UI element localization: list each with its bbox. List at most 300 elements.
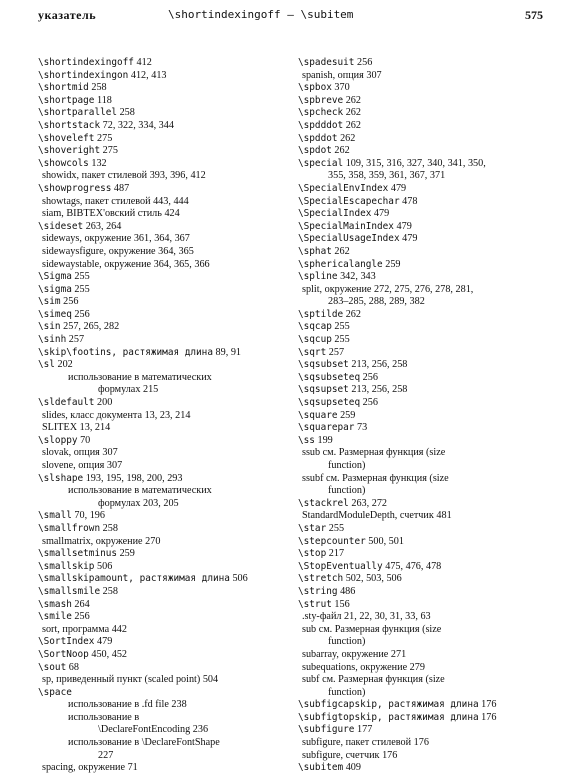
index-entry bbox=[298, 57, 548, 70]
index-entry bbox=[38, 183, 288, 196]
index-pages: 257, 265, 282 bbox=[60, 321, 120, 333]
index-pages: 263, 264 bbox=[83, 220, 122, 232]
index-entry bbox=[38, 561, 288, 574]
index-pages: 132 bbox=[88, 157, 107, 169]
index-entry bbox=[38, 372, 288, 385]
index-term: использование в bbox=[68, 711, 140, 723]
index-entry bbox=[298, 70, 548, 83]
index-pages: 118 bbox=[94, 94, 112, 106]
index-term: \sqrt bbox=[298, 346, 327, 358]
index-term: \small bbox=[38, 510, 72, 522]
index-entry bbox=[298, 321, 548, 334]
index-entry bbox=[298, 649, 548, 662]
index-entry bbox=[38, 724, 288, 737]
index-term: \square bbox=[298, 409, 338, 421]
index-entry bbox=[298, 498, 548, 511]
index-entry bbox=[38, 82, 288, 95]
index-term: ssubf см. Размерная функция (size bbox=[302, 472, 449, 484]
index-entry bbox=[298, 170, 548, 183]
index-pages: 238 bbox=[168, 699, 187, 711]
index-entry bbox=[298, 536, 548, 549]
index-pages: 370 bbox=[331, 82, 350, 94]
index-entry bbox=[298, 422, 548, 435]
index-term: \SpecialMainIndex bbox=[298, 220, 394, 232]
index-pages: 270 bbox=[142, 535, 161, 547]
index-term: \squarepar bbox=[298, 422, 355, 434]
index-pages: 502, 503, 506 bbox=[343, 573, 402, 585]
index-entry bbox=[298, 246, 548, 259]
index-term: \slshape bbox=[38, 472, 84, 484]
index-term: \DeclareFontEncoding bbox=[98, 724, 191, 736]
index-term: \shortindexingoff bbox=[38, 57, 134, 68]
index-entry bbox=[298, 196, 548, 209]
index-term: \spdot bbox=[298, 145, 332, 157]
index-entry bbox=[298, 737, 548, 750]
index-term: \SpecialUsageIndex bbox=[298, 233, 400, 245]
index-pages: 236 bbox=[190, 724, 209, 736]
index-term: \shoveleft bbox=[38, 132, 95, 144]
index-entry bbox=[298, 699, 548, 712]
index-term: \SortIndex bbox=[38, 636, 95, 648]
index-term: \sqsubseteq bbox=[298, 371, 361, 383]
index-term: \subfigcapskip, растяжимая длина bbox=[298, 699, 479, 711]
header-range: \shortindexingoff — \subitem bbox=[168, 8, 354, 21]
index-term: function) bbox=[328, 460, 366, 471]
index-pages: 263, 272 bbox=[348, 497, 388, 509]
index-term: sort, программа bbox=[42, 623, 110, 635]
index-term: SLITEX bbox=[42, 422, 78, 434]
index-pages: 70, 196 bbox=[71, 510, 105, 522]
index-term: \Sigma bbox=[38, 271, 72, 283]
index-term: \sqsubset bbox=[298, 359, 349, 371]
index-pages: 256 bbox=[60, 296, 79, 308]
index-entry bbox=[38, 196, 288, 209]
index-pages: 258 bbox=[100, 522, 118, 534]
index-term: spanish, опция bbox=[302, 69, 364, 81]
index-pages: 364, 365, 366 bbox=[151, 258, 210, 270]
index-pages: 307 bbox=[99, 447, 118, 459]
index-term: \smash bbox=[38, 598, 72, 610]
header-section-title: указатель bbox=[38, 8, 97, 22]
index-pages: 257 bbox=[326, 346, 345, 358]
index-term: \string bbox=[298, 585, 338, 597]
index-entry bbox=[298, 636, 548, 649]
index-term: \smallfrown bbox=[38, 522, 101, 534]
index-pages: 355, 358, 359, 361, 367, 371 bbox=[328, 170, 446, 182]
index-pages: 258 bbox=[88, 82, 107, 94]
index-term: ssub см. Размерная функция (size bbox=[302, 447, 446, 459]
index-entry bbox=[38, 170, 288, 183]
index-entry bbox=[298, 347, 548, 360]
index-term: slides, класс документа bbox=[42, 409, 143, 421]
index-term: \SpecialEscapechar bbox=[298, 195, 400, 207]
index-pages: 255 bbox=[71, 271, 90, 283]
index-entry bbox=[298, 208, 548, 221]
index-pages: 479 bbox=[393, 220, 412, 232]
index-entry bbox=[298, 485, 548, 498]
index-term: subequations, окружение bbox=[302, 661, 408, 673]
index-term: \spline bbox=[298, 271, 338, 283]
index-entry bbox=[38, 485, 288, 498]
index-entry bbox=[298, 674, 548, 687]
index-pages: 262 bbox=[331, 145, 350, 157]
index-entry bbox=[38, 309, 288, 322]
index-pages: 506 bbox=[229, 573, 248, 585]
index-term: slovene, опция bbox=[42, 460, 105, 471]
index-pages: 262 bbox=[343, 308, 361, 320]
index-term: sp, приведенный пункт (scaled point) bbox=[42, 674, 201, 686]
index-pages: 255 bbox=[331, 334, 350, 346]
index-term: function) bbox=[328, 636, 366, 648]
index-pages: 202 bbox=[54, 359, 73, 371]
index-entry bbox=[38, 95, 288, 108]
index-entry bbox=[38, 296, 288, 309]
index-pages: 13, 23, 214 bbox=[142, 409, 191, 421]
index-entry bbox=[298, 687, 548, 700]
index-entry bbox=[38, 510, 288, 523]
index-term: использование в .fd file bbox=[68, 699, 169, 711]
index-entry bbox=[38, 133, 288, 146]
index-pages: 504 bbox=[200, 674, 219, 686]
index-entry bbox=[38, 447, 288, 460]
index-entry bbox=[38, 334, 288, 347]
index-entry bbox=[38, 246, 288, 259]
index-entry bbox=[38, 662, 288, 675]
index-entry bbox=[298, 573, 548, 586]
index-entry bbox=[298, 384, 548, 397]
index-column-left bbox=[38, 57, 288, 775]
index-term: \smallskip bbox=[38, 560, 95, 572]
index-pages: 264 bbox=[71, 598, 90, 610]
index-entry bbox=[298, 107, 548, 120]
index-term: \showprogress bbox=[38, 182, 112, 194]
index-pages: 213, 256, 258 bbox=[348, 384, 408, 396]
index-entry bbox=[38, 750, 288, 763]
index-pages: 262 bbox=[337, 132, 356, 144]
index-pages: 262 bbox=[343, 94, 361, 106]
index-term: \showcols bbox=[38, 157, 89, 169]
index-pages: 479 bbox=[399, 233, 418, 245]
index-pages: 256 bbox=[354, 57, 373, 68]
index-pages: 13, 214 bbox=[77, 422, 111, 434]
index-pages: 176 bbox=[478, 711, 497, 723]
index-term: \strut bbox=[298, 598, 332, 610]
index-entry bbox=[38, 359, 288, 372]
index-pages: 424 bbox=[161, 208, 180, 220]
index-pages: 256 bbox=[71, 308, 90, 320]
index-entry bbox=[298, 473, 548, 486]
index-entry bbox=[38, 397, 288, 410]
index-term: subfigure, пакет стилевой bbox=[302, 737, 412, 749]
index-entry bbox=[298, 712, 548, 725]
index-pages: 412, 413 bbox=[128, 69, 167, 81]
index-term: \sl bbox=[38, 359, 55, 371]
index-term: .sty-файл bbox=[302, 611, 342, 623]
index-pages: 342, 343 bbox=[337, 271, 376, 283]
index-entry bbox=[38, 120, 288, 133]
index-entry bbox=[38, 649, 288, 662]
index-entry bbox=[38, 221, 288, 234]
index-entry bbox=[38, 599, 288, 612]
index-pages: 70 bbox=[77, 434, 91, 446]
index-entry bbox=[298, 82, 548, 95]
index-entry bbox=[298, 523, 548, 536]
index-entry bbox=[38, 737, 288, 750]
index-term: siam, BIBTEX'овский стиль bbox=[42, 208, 162, 220]
index-pages: 177 bbox=[354, 724, 373, 736]
index-pages: 257 bbox=[66, 334, 85, 346]
index-pages: 259 bbox=[382, 258, 401, 270]
index-entry bbox=[38, 636, 288, 649]
index-entry bbox=[298, 410, 548, 423]
index-pages: 272, 275, 276, 278, 281, bbox=[371, 283, 474, 295]
index-term: showidx, пакет стилевой bbox=[42, 170, 148, 182]
index-term: \sldefault bbox=[38, 397, 95, 409]
index-entry bbox=[298, 435, 548, 448]
index-entry bbox=[298, 259, 548, 272]
index-entry bbox=[298, 271, 548, 284]
index-entry bbox=[38, 107, 288, 120]
index-pages: 478 bbox=[399, 195, 418, 207]
index-pages: 500, 501 bbox=[365, 535, 404, 547]
index-pages: 479 bbox=[388, 182, 407, 194]
index-pages: 72, 322, 334, 344 bbox=[100, 119, 174, 131]
index-term: \space bbox=[38, 686, 72, 698]
index-pages: 71 bbox=[125, 762, 138, 774]
index-entry bbox=[38, 70, 288, 83]
index-pages: 259 bbox=[337, 409, 356, 421]
index-term: \simeq bbox=[38, 308, 72, 320]
index-entry bbox=[38, 523, 288, 536]
index-entry bbox=[298, 133, 548, 146]
index-entry bbox=[298, 662, 548, 675]
index-entry bbox=[298, 221, 548, 234]
index-term: sidewaystable, окружение bbox=[42, 258, 152, 270]
index-pages: 256 bbox=[360, 397, 378, 409]
index-entry bbox=[298, 183, 548, 196]
index-term: \spadesuit bbox=[298, 57, 355, 68]
index-pages: 479 bbox=[94, 636, 113, 648]
index-entry bbox=[38, 321, 288, 334]
index-pages: 89, 91 bbox=[212, 346, 241, 358]
index-term: function) bbox=[328, 686, 366, 698]
index-term: \SpecialIndex bbox=[298, 208, 372, 220]
index-term: \spddot bbox=[298, 132, 338, 144]
index-term: \skip\footins, растяжимая длина bbox=[38, 346, 213, 358]
index-term: \sim bbox=[38, 296, 61, 308]
index-term: \spbox bbox=[298, 82, 332, 94]
index-entry bbox=[298, 158, 548, 171]
index-pages: 255 bbox=[71, 283, 90, 295]
index-entry bbox=[38, 712, 288, 725]
index-pages: 409 bbox=[343, 762, 361, 774]
index-term: spacing, окружение bbox=[42, 762, 126, 774]
index-entry bbox=[38, 410, 288, 423]
index-entry bbox=[38, 687, 288, 700]
index-entry bbox=[298, 624, 548, 637]
index-pages: 213, 256, 258 bbox=[348, 359, 408, 371]
index-term: \stackrel bbox=[298, 497, 349, 509]
index-entry bbox=[298, 599, 548, 612]
index-entry bbox=[38, 158, 288, 171]
index-pages: 193, 195, 198, 200, 293 bbox=[83, 472, 183, 484]
index-pages: 255 bbox=[326, 522, 345, 534]
index-entry bbox=[38, 624, 288, 637]
index-entry bbox=[298, 296, 548, 309]
page-header bbox=[38, 9, 543, 27]
index-entry bbox=[38, 460, 288, 473]
index-entry bbox=[298, 284, 548, 297]
index-term: \shortmid bbox=[38, 82, 89, 94]
index-entry bbox=[38, 422, 288, 435]
index-term: \sigma bbox=[38, 283, 72, 295]
index-term: sidewaysfigure, окружение bbox=[42, 245, 156, 257]
index-pages: 364, 365 bbox=[155, 245, 194, 257]
index-pages: 271 bbox=[388, 648, 407, 660]
index-pages: 176 bbox=[411, 737, 429, 749]
index-entry bbox=[298, 611, 548, 624]
index-term: slovak, опция bbox=[42, 447, 100, 459]
index-term: \smallsmile bbox=[38, 585, 101, 597]
index-term: subf см. Размерная функция (size bbox=[302, 674, 445, 686]
index-entry bbox=[298, 359, 548, 372]
index-term: использование в математических bbox=[68, 371, 212, 383]
index-pages: 393, 396, 412 bbox=[147, 170, 206, 182]
index-entry bbox=[298, 334, 548, 347]
index-term: \sqsupseteq bbox=[298, 397, 361, 409]
index-entry bbox=[298, 460, 548, 473]
index-pages: 156 bbox=[331, 598, 350, 610]
index-pages: 68 bbox=[66, 661, 79, 673]
index-term: формулах bbox=[98, 497, 141, 509]
index-pages: 412 bbox=[133, 57, 152, 68]
index-term: использование в \DeclareFontShape bbox=[68, 737, 220, 749]
index-entry bbox=[298, 447, 548, 460]
index-term: \sideset bbox=[38, 220, 84, 232]
index-term: subarray, окружение bbox=[302, 648, 389, 660]
index-pages: 307 bbox=[363, 69, 382, 81]
index-pages: 443, 444 bbox=[150, 195, 189, 207]
index-term: \sloppy bbox=[38, 434, 78, 446]
index-pages: 450, 452 bbox=[88, 648, 128, 660]
index-entry bbox=[38, 57, 288, 70]
index-term: использование в математических bbox=[68, 485, 212, 497]
index-entry bbox=[298, 95, 548, 108]
index-entry bbox=[38, 548, 288, 561]
index-term: \sqcap bbox=[298, 321, 332, 333]
index-entry bbox=[38, 473, 288, 486]
index-entry bbox=[38, 611, 288, 624]
index-entry bbox=[38, 384, 288, 397]
index-term: \sqsupset bbox=[298, 384, 349, 396]
index-term: \StopEventually bbox=[298, 560, 383, 572]
index-entry bbox=[38, 347, 288, 360]
index-term: \subitem bbox=[298, 762, 344, 774]
index-entry bbox=[38, 233, 288, 246]
index-entry bbox=[38, 208, 288, 221]
index-term: \shortindexingon bbox=[38, 69, 129, 81]
index-term: StandardModuleDepth, счетчик bbox=[302, 510, 434, 522]
index-pages: 258 bbox=[117, 107, 135, 119]
index-entry bbox=[38, 145, 288, 158]
index-term: sub см. Размерная функция (size bbox=[302, 623, 442, 635]
index-term: \shortstack bbox=[38, 119, 101, 131]
index-entry bbox=[38, 674, 288, 687]
index-entry bbox=[298, 510, 548, 523]
index-entry bbox=[298, 397, 548, 410]
index-term: \sin bbox=[38, 321, 61, 333]
index-entry bbox=[38, 536, 288, 549]
index-pages: 21, 22, 30, 31, 33, 63 bbox=[341, 611, 431, 623]
index-pages: 506 bbox=[94, 560, 113, 572]
index-pages: 227 bbox=[98, 749, 114, 761]
index-pages: 176 bbox=[379, 749, 398, 761]
index-pages: 481 bbox=[433, 510, 452, 522]
index-term: subfigure, счетчик bbox=[302, 749, 380, 761]
index-pages: 479 bbox=[371, 208, 390, 220]
index-term: \spdddot bbox=[298, 119, 344, 131]
index-entry bbox=[298, 586, 548, 599]
index-pages: 199 bbox=[314, 434, 333, 446]
index-term: \star bbox=[298, 522, 327, 534]
index-term: \sqcup bbox=[298, 334, 332, 346]
index-term: \stepcounter bbox=[298, 535, 366, 547]
index-pages: 262 bbox=[343, 119, 361, 131]
index-entry bbox=[298, 548, 548, 561]
index-pages: 217 bbox=[326, 548, 345, 560]
index-term: split, окружение bbox=[302, 283, 372, 295]
index-pages: 275 bbox=[100, 145, 118, 157]
index-term: \smallsetminus bbox=[38, 548, 118, 560]
index-term: \subfigtopskip, растяжимая длина bbox=[298, 711, 479, 723]
index-pages: 262 bbox=[343, 107, 361, 119]
index-entry bbox=[298, 561, 548, 574]
index-term: \sptilde bbox=[298, 308, 344, 320]
index-pages: 203, 205 bbox=[140, 497, 179, 509]
index-pages: 176 bbox=[478, 699, 497, 711]
index-term: \stop bbox=[298, 548, 327, 560]
index-term: smallmatrix, окружение bbox=[42, 535, 143, 547]
index-pages: 200 bbox=[94, 397, 113, 409]
index-entry bbox=[38, 699, 288, 712]
index-term: function) bbox=[328, 485, 366, 497]
index-pages: 109, 315, 316, 327, 340, 341, 350, bbox=[343, 157, 486, 169]
index-term: \spbreve bbox=[298, 94, 344, 106]
index-term: \subfigure bbox=[298, 724, 355, 736]
index-entry bbox=[298, 145, 548, 158]
index-pages: 262 bbox=[331, 245, 350, 257]
index-entry bbox=[38, 435, 288, 448]
index-pages: 255 bbox=[331, 321, 350, 333]
index-term: \spcheck bbox=[298, 107, 344, 119]
index-pages: 73 bbox=[354, 422, 368, 434]
index-pages: 275 bbox=[94, 132, 113, 144]
index-entry bbox=[38, 498, 288, 511]
index-pages: 215 bbox=[140, 384, 159, 396]
index-term: \sphat bbox=[298, 245, 332, 257]
index-entry bbox=[38, 586, 288, 599]
index-pages: 256 bbox=[360, 371, 378, 383]
index-entry bbox=[38, 259, 288, 272]
index-term: sideways, окружение bbox=[42, 233, 132, 245]
index-entry bbox=[38, 284, 288, 297]
index-term: \sout bbox=[38, 661, 67, 673]
index-pages: 307 bbox=[104, 460, 123, 471]
index-entry bbox=[298, 372, 548, 385]
index-entry bbox=[298, 233, 548, 246]
index-entry bbox=[298, 309, 548, 322]
index-term: showtags, пакет стилевой bbox=[42, 195, 151, 207]
